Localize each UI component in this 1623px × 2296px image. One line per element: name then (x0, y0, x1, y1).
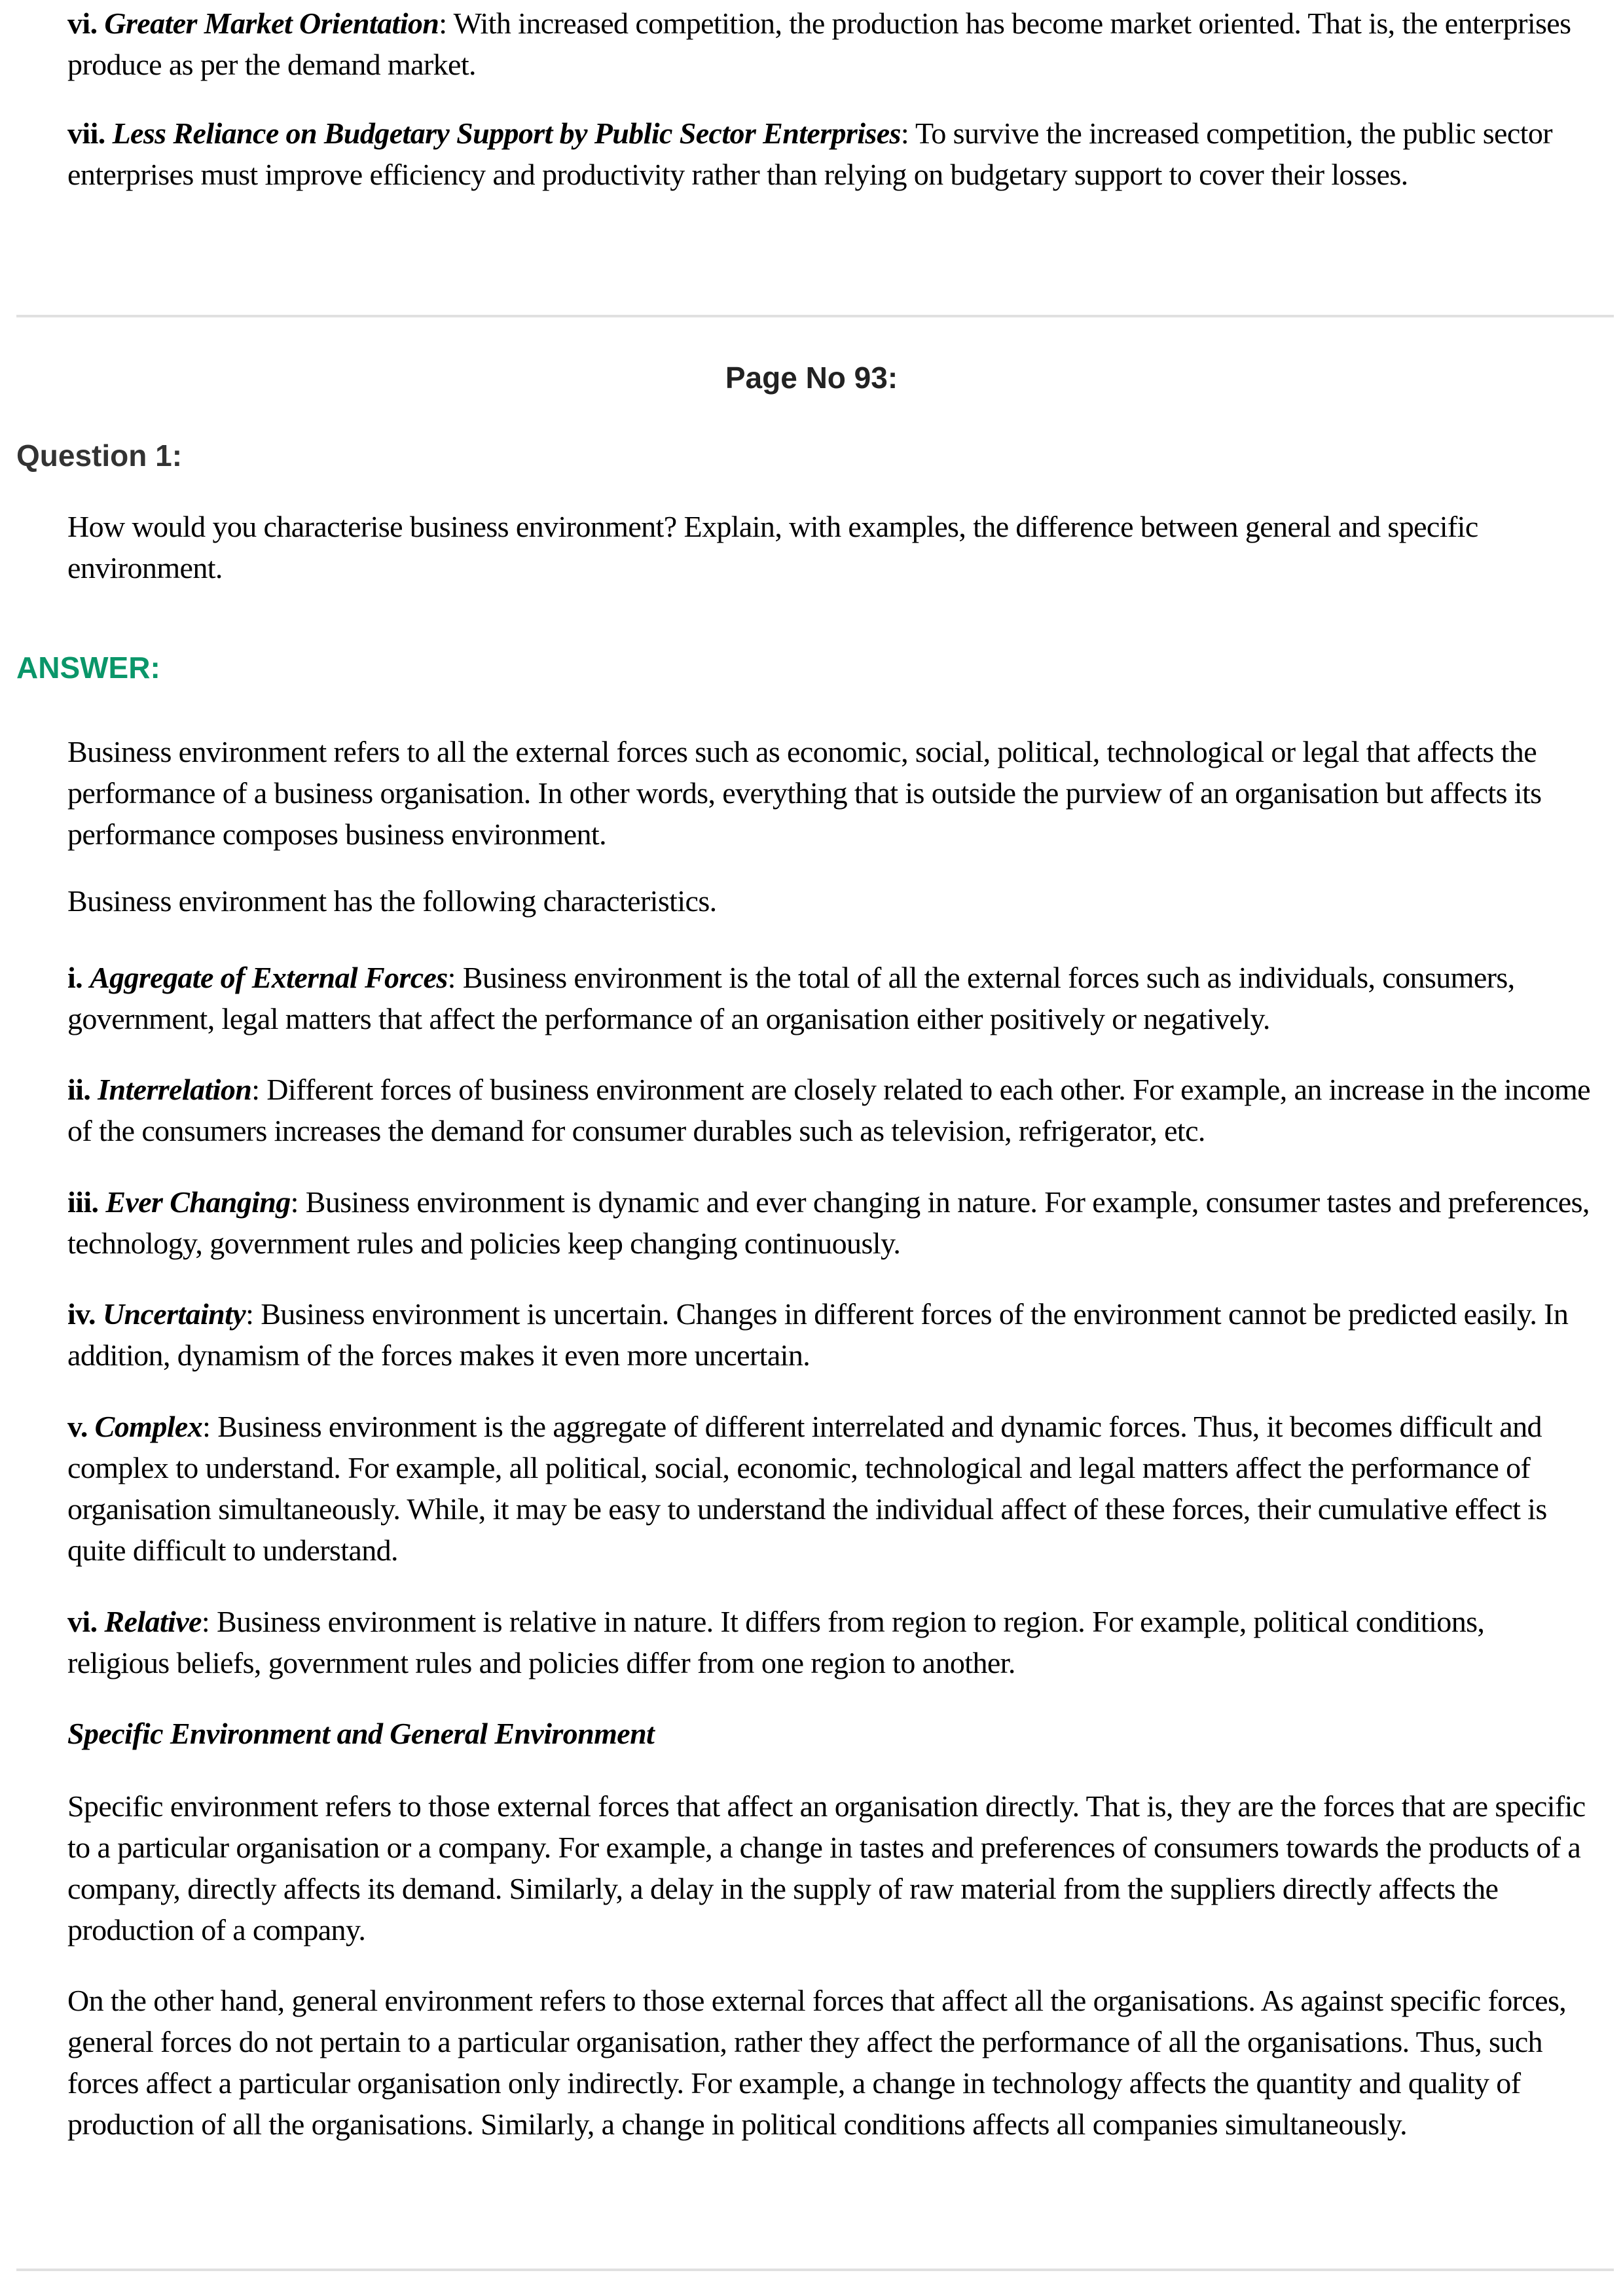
characteristic-number: i. (67, 961, 90, 994)
point-text: : To survive the increased competition, the public sector enterprises must improve efficiency and productivity rather than relying on budgetary support to cover their losses. (67, 117, 1552, 191)
characteristic-term: Complex (94, 1410, 203, 1443)
point-term: Less Reliance on Budgetary Support by Public Sector Enterprises (112, 117, 901, 150)
answer-intro-lead: Business environment has the following characteristics. (67, 884, 717, 918)
characteristic-interrelation (67, 1069, 1593, 1151)
characteristic-term: Uncertainty (102, 1297, 246, 1331)
point-term: Greater Market Orientation (104, 7, 439, 40)
characteristic-text: : Business environment is relative in nature. It differs from region to region. For example, political conditions, religious beliefs, government rules and policies differ from one region to another. (67, 1605, 1485, 1679)
point-text: : With increased competition, the production has become market oriented. That is, the enterprises produce as per the demand market. (67, 7, 1571, 81)
characteristic-aggregate-of-external-forces (67, 957, 1593, 1039)
characteristic-term: Relative (104, 1605, 202, 1638)
answer-intro-paragraph: Business environment refers to all the external forces such as economic, social, political, technological or legal that affects the performance of a business organisation. In other words, everything that is outside the purview of an organisation but affects its performance composes business environment. (67, 735, 1542, 851)
characteristic-uncertainty (67, 1293, 1593, 1376)
characteristic-complex (67, 1406, 1593, 1571)
point-less-reliance (67, 113, 1593, 195)
characteristic-ever-changing (67, 1181, 1593, 1264)
characteristic-text: : Business environment is the total of all the external forces such as individuals, consumers, government, legal matters that affect the performance of an organisation either positively or negatively. (67, 961, 1515, 1035)
point-greater-market-orientation (67, 3, 1593, 85)
characteristic-text: : Business environment is the aggregate of different interrelated and dynamic forces. Thus, it becomes difficult and complex to understand. For example, all political, social, economic, technological and legal matters affect the performance of organisation simultaneously. While, it may be easy to understand the individual affect of these forces, their cumulative effect is quite difficult to understand. (67, 1410, 1547, 1567)
answer-label: ANSWER: (16, 651, 160, 685)
characteristic-number: v. (67, 1410, 95, 1443)
section-divider-top (16, 315, 1614, 317)
characteristic-text: : Business environment is dynamic and ever changing in nature. For example, consumer tastes and preferences, technology, government rules and policies keep changing continuously. (67, 1185, 1590, 1260)
section-divider-bottom (16, 2269, 1614, 2271)
characteristic-term: Ever Changing (105, 1185, 291, 1219)
subheading-specific-general-environment: Specific Environment and General Environment (67, 1717, 655, 1750)
question-text: How would you characterise business environment? Explain, with examples, the difference between general and specific environment. (67, 510, 1478, 584)
characteristic-text: : Different forces of business environment are closely related to each other. For example, an increase in the income of the consumers increases the demand for consumer durables such as television, refrigerator, etc. (67, 1073, 1590, 1147)
general-environment-paragraph: On the other hand, general environment refers to those external forces that affect all the organisations. As against specific forces, general forces do not pertain to a particular organisation, rather they affect the performance of all the organisations. Thus, such forces affect a particular organisation only indirectly. For example, a change in technology affects the quantity and quality of production of all the organisations. Similarly, a change in political conditions affects all companies simultaneously. (67, 1984, 1567, 2141)
characteristic-term: Interrelation (98, 1073, 252, 1106)
point-number: vii. (67, 117, 113, 150)
characteristic-number: vi. (67, 1605, 105, 1638)
characteristic-number: iii. (67, 1185, 106, 1219)
specific-environment-paragraph: Specific environment refers to those external forces that affect an organisation directly. That is, they are the forces that are specific to a particular organisation or a company. For example, a change in tastes and preferences of consumers towards the products of a company, directly affects its demand. Similarly, a delay in the supply of raw material from the suppliers directly affects the production of a company. (67, 1789, 1586, 1946)
characteristic-number: iv. (67, 1297, 103, 1331)
characteristic-number: ii. (67, 1073, 98, 1106)
question-label: Question 1: (16, 439, 183, 473)
point-number: vi. (67, 7, 105, 40)
characteristic-text: : Business environment is uncertain. Changes in different forces of the environment cannot be predicted easily. In addition, dynamism of the forces makes it even more uncertain. (67, 1297, 1569, 1372)
page-number-heading: Page No 93: (725, 361, 898, 395)
characteristic-relative (67, 1601, 1593, 1683)
characteristic-term: Aggregate of External Forces (89, 961, 448, 994)
